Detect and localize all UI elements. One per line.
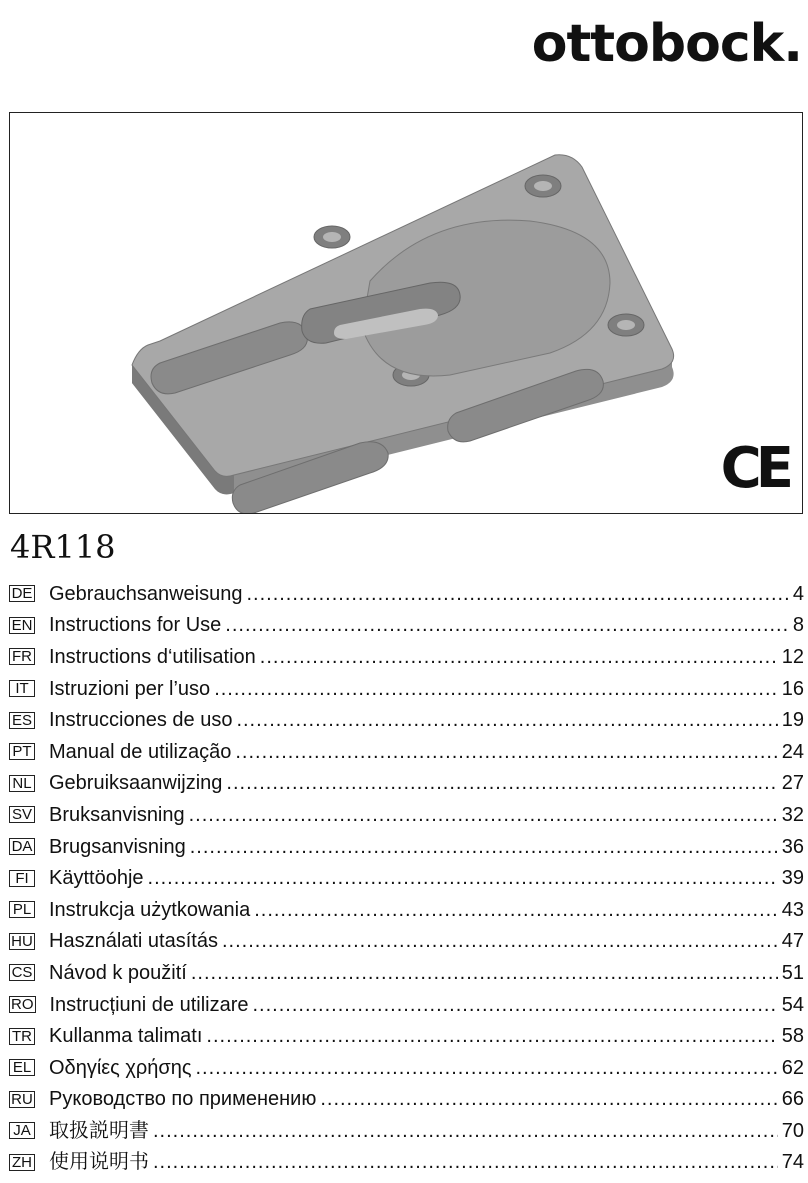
toc-title: Instrukcja użytkowania bbox=[49, 898, 251, 921]
toc-page: 36 bbox=[781, 835, 804, 858]
toc-title: Bruksanvisning bbox=[49, 803, 185, 826]
toc-page: 47 bbox=[781, 930, 804, 953]
toc-page: 19 bbox=[781, 709, 804, 732]
toc-page: 27 bbox=[781, 772, 804, 795]
toc-entry-ru[interactable] bbox=[9, 1084, 804, 1116]
dot-leader bbox=[254, 900, 778, 920]
table-of-contents bbox=[9, 578, 804, 1178]
toc-title: 使用说明书 bbox=[49, 1151, 149, 1174]
language-code: PT bbox=[9, 743, 35, 760]
dot-leader bbox=[225, 615, 789, 635]
toc-page: 39 bbox=[781, 867, 804, 890]
product-illustration bbox=[9, 112, 803, 514]
toc-title: 取扱説明書 bbox=[49, 1119, 149, 1142]
language-code: DA bbox=[9, 838, 35, 855]
toc-title: Gebrauchsanweisung bbox=[49, 582, 243, 605]
language-code: FI bbox=[9, 870, 35, 887]
dot-leader bbox=[195, 1058, 777, 1078]
dot-leader bbox=[226, 773, 777, 793]
toc-entry-es[interactable] bbox=[9, 704, 804, 736]
dot-leader bbox=[189, 805, 778, 825]
toc-entry-fr[interactable] bbox=[9, 641, 804, 673]
toc-title: Brugsanvisning bbox=[49, 835, 186, 858]
toc-title: Istruzioni per l’uso bbox=[49, 677, 211, 700]
dot-leader bbox=[153, 1121, 778, 1141]
dot-leader bbox=[153, 1152, 778, 1172]
toc-title: Οδηγίες χρήσης bbox=[49, 1056, 192, 1079]
dot-leader bbox=[191, 963, 778, 983]
toc-entry-nl[interactable] bbox=[9, 768, 804, 800]
adapter-plate-drawing bbox=[10, 113, 803, 514]
dot-leader bbox=[148, 868, 778, 888]
toc-title: Instrucțiuni de utilizare bbox=[49, 993, 249, 1016]
language-code: EN bbox=[9, 617, 35, 634]
toc-title: Käyttöohje bbox=[49, 867, 144, 890]
language-code: HU bbox=[9, 933, 35, 950]
toc-entry-fi[interactable] bbox=[9, 862, 804, 894]
language-code: RO bbox=[11, 996, 34, 1014]
toc-entry-da[interactable] bbox=[9, 831, 804, 863]
product-number: 4R118 bbox=[10, 528, 116, 566]
toc-page: 4 bbox=[792, 582, 804, 605]
toc-entry-cs[interactable] bbox=[9, 957, 804, 989]
toc-entry-en[interactable] bbox=[9, 610, 804, 642]
dot-leader bbox=[235, 742, 777, 762]
toc-title: Instructions for Use bbox=[49, 614, 222, 637]
language-code: DE bbox=[9, 585, 35, 602]
language-code: ES bbox=[9, 712, 35, 729]
toc-title: Manual de utilização bbox=[49, 740, 232, 763]
dot-leader bbox=[222, 931, 778, 951]
toc-entry-zh[interactable] bbox=[9, 1147, 804, 1179]
ce-mark: CE bbox=[720, 436, 788, 501]
language-code: NL bbox=[9, 775, 35, 792]
toc-page: 74 bbox=[781, 1151, 804, 1174]
dot-leader bbox=[260, 647, 778, 667]
dot-leader bbox=[246, 584, 788, 604]
toc-page: 24 bbox=[781, 740, 804, 763]
toc-entry-el[interactable] bbox=[9, 1052, 804, 1084]
dot-leader bbox=[206, 1026, 777, 1046]
toc-entry-hu[interactable] bbox=[9, 926, 804, 958]
toc-title: Instructions d‘utilisation bbox=[49, 645, 256, 668]
toc-page: 51 bbox=[781, 961, 804, 984]
toc-page: 32 bbox=[781, 803, 804, 826]
language-code: ZH bbox=[9, 1154, 35, 1171]
language-code: TR bbox=[9, 1028, 35, 1045]
toc-entry-ja[interactable] bbox=[9, 1115, 804, 1147]
toc-page: 70 bbox=[781, 1119, 804, 1142]
toc-page: 62 bbox=[781, 1056, 804, 1079]
toc-title: Instrucciones de uso bbox=[49, 709, 233, 732]
toc-page: 58 bbox=[781, 1025, 804, 1048]
language-code: FR bbox=[9, 648, 35, 665]
language-code: EL bbox=[9, 1059, 35, 1076]
toc-title: Gebruiksaanwijzing bbox=[49, 772, 223, 795]
dot-leader bbox=[252, 995, 777, 1015]
toc-entry-ro[interactable] bbox=[9, 989, 804, 1021]
toc-page: 8 bbox=[792, 614, 804, 637]
language-code: IT bbox=[9, 680, 35, 697]
toc-title: Használati utasítás bbox=[49, 930, 218, 953]
dot-leader bbox=[214, 679, 778, 699]
language-code: RU bbox=[9, 1091, 35, 1108]
toc-entry-de[interactable] bbox=[9, 578, 804, 610]
toc-title: Руководство по применению bbox=[49, 1088, 317, 1111]
ottobock-logo: ottobock. bbox=[531, 14, 802, 74]
dot-leader bbox=[320, 1089, 777, 1109]
toc-entry-sv[interactable] bbox=[9, 799, 804, 831]
toc-page: 16 bbox=[781, 677, 804, 700]
toc-page: 54 bbox=[781, 993, 804, 1016]
toc-page: 43 bbox=[781, 898, 804, 921]
toc-entry-pt[interactable] bbox=[9, 736, 804, 768]
language-code: JA bbox=[9, 1122, 35, 1139]
toc-entry-it[interactable] bbox=[9, 673, 804, 705]
toc-page: 66 bbox=[781, 1088, 804, 1111]
toc-entry-tr[interactable] bbox=[9, 1020, 804, 1052]
toc-page: 12 bbox=[781, 645, 804, 668]
language-code: CS bbox=[9, 964, 35, 981]
dot-leader bbox=[190, 837, 778, 857]
toc-entry-pl[interactable] bbox=[9, 894, 804, 926]
dot-leader bbox=[236, 710, 777, 730]
toc-title: Návod k použití bbox=[49, 961, 187, 984]
language-code: SV bbox=[9, 806, 35, 823]
language-code: PL bbox=[9, 901, 35, 918]
toc-title: Kullanma talimatı bbox=[49, 1025, 203, 1048]
